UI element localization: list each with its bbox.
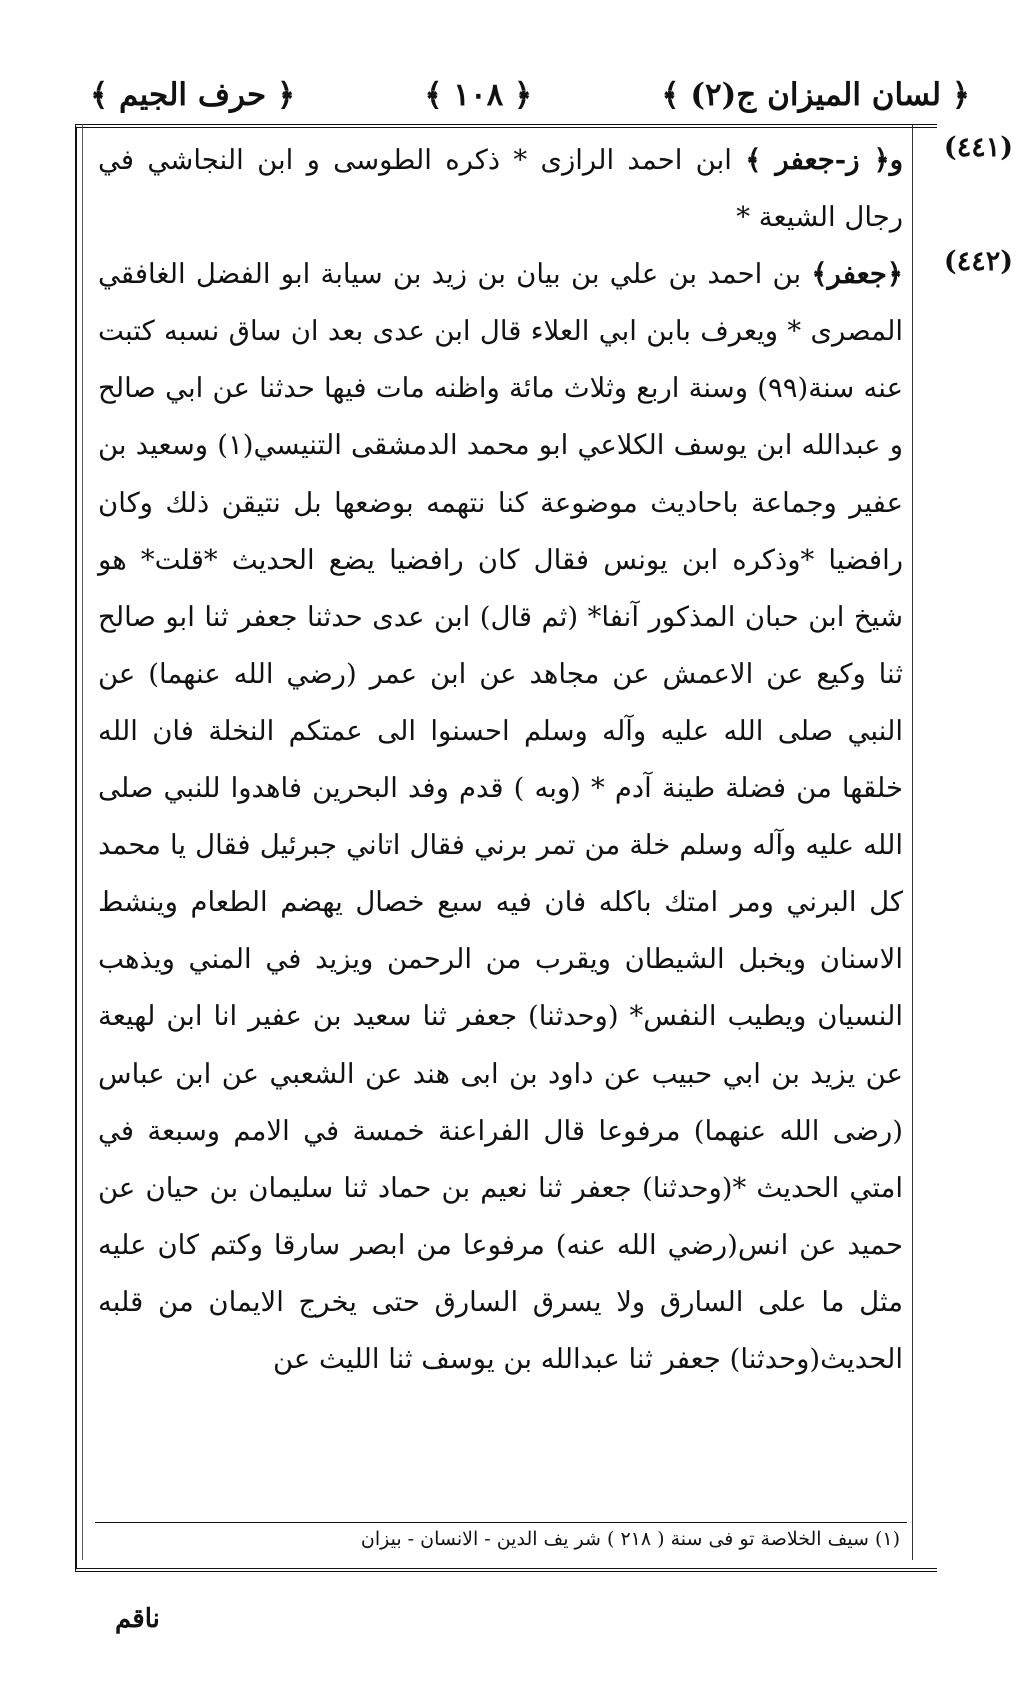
entry-number-441: (٤٤١): [943, 132, 1013, 163]
page-number: ﴿ ١٠٨ ﴾: [424, 77, 533, 113]
page-header: [90, 70, 970, 120]
book-title: ﴿ لسان الميزان ج(٢) ﴾: [661, 77, 970, 113]
handwritten-note: ناقم: [115, 1604, 160, 1634]
footnote: (١) سيف الخلاصة تو فى سنة ( ٢١٨ ) شر يف الدين - الانسان - بيزان: [360, 1528, 900, 1550]
entry-number-442: (٤٤٢): [943, 246, 1013, 277]
footnote-divider: [95, 1522, 907, 1523]
entry-heading: ﴿جعفر﴾: [811, 258, 903, 291]
margin-rule: [912, 124, 913, 1560]
entry-441: [98, 132, 903, 246]
entry-text: بن احمد بن علي بن بيان بن زيد بن سيابة ابو الفضل الغافقي المصرى * ويعرف بابن ابي العلاء قال ابن عدى بعد ان ساق نسبه كتبت عنه سنة(٩٩) وسنة اربع وثلاث مائة واظنه مات فيها حدثنا عن ابي صالح و عبدالله ابن يوسف الكلاعي ابو محمد الدمشقى التنيسي(١) وسعيد بن عفير وجماعة باحاديث موضوعة كنا نتهمه بوضعها بل نتيقن ذلك وكان رافضيا *وذكره ابن يونس فقال كان رافضيا يضع الحديث *قلت* هو شيخ ابن حبان المذكور آنفا* (ثم قال) ابن عدى حدثنا جعفر ثنا ابو صالح ثنا وكيع عن الاعمش عن مجاهد عن ابن عمر (رضي الله عنهما) عن النبي صلى الله عليه وآله وسلم احسنوا الى عمتكم النخلة فان الله خلقها من فضلة طينة آدم * (وبه ) قدم وفد البحرين فاهدوا للنبي صلى الله عليه وآله وسلم خلة من تمر برني فقال اتاني جبرئيل فقال يا محمد كل البرني ومر امتك باكله فان فيه سبع خصال يهضم الطعام وينشط الاسنان ويخبل الشيطان ويقرب من الرحمن ويزيد في المني ويذهب النسيان ويطيب النفس* (وحدثنا) جعفر ثنا سعيد بن عفير انا ابن لهيعة عن يزيد بن ابي حبيب عن داود بن ابى هند عن الشعبي عن ابن عباس (رضى الله عنهما) مرفوعا قال الفراعنة خمسة في الامم وسبعة في امتي الحديث *(وحدثنا) جعفر ثنا نعيم بن حماد ثنا سليمان بن حيان عن حميد عن انس(رضي الله عنه) مرفوعا من ابصر سارقا وكتم كان عليه مثل ما على السارق ولا يسرق السارق حتى يخرج الايمان من قلبه الحديث(وحدثنا) جعفر ثنا عبدالله بن يوسف ثنا الليث عن: [98, 258, 903, 1375]
main-text: [98, 132, 903, 1388]
entry-heading: و﴿ ز-جعفر ﴾: [745, 144, 903, 176]
section-title: ﴿ حرف الجيم ﴾: [90, 77, 296, 113]
entry-442: [98, 246, 903, 1388]
inner-left-rule: [82, 124, 83, 1560]
entry-text: ابن احمد الرازى * ذكره الطوسى و ابن النجاشي في رجال الشيعة *: [98, 144, 903, 234]
